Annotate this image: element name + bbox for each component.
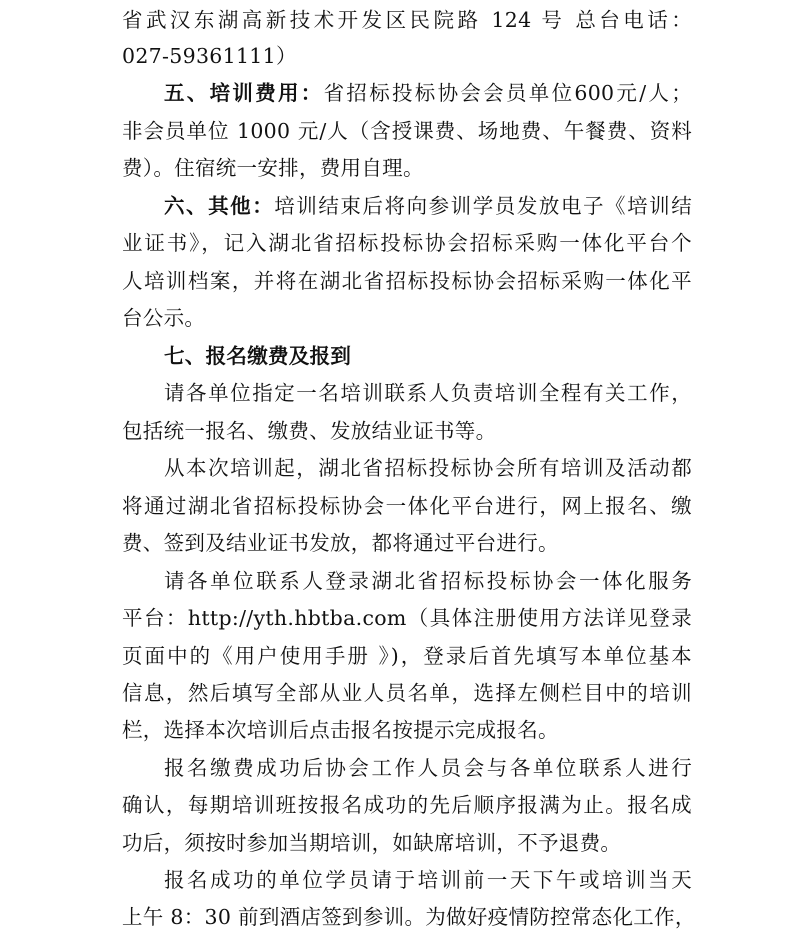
section-text: 培训结束后将向参训学员发放电子《培训结	[274, 194, 693, 218]
section-heading: 六、其他：	[164, 194, 275, 218]
text-line: 报名缴费成功后协会工作人员会与各单位联系人进行	[164, 756, 692, 780]
text-line: 报名成功的单位学员请于培训前一天下午或培训当天	[164, 868, 692, 892]
text-line: 确认，每期培训班按报名成功的先后顺序报满为止。报名成	[122, 793, 692, 817]
text-line: 栏，选择本次培训后点击报名按提示完成报名。	[122, 718, 559, 742]
section-six-line	[122, 188, 692, 225]
text-line: 从本次培训起，湖北省招标投标协会所有培训及活动都	[164, 456, 692, 480]
text-line: 非会员单位 1000 元/人（含授课费、场地费、午餐费、资料	[122, 119, 692, 143]
text-line: 请各单位指定一名培训联系人负责培训全程有关工作，	[164, 381, 692, 405]
section-text: 省招标投标协会会员单位600元/人；	[323, 81, 692, 105]
text-line: 业证书》，记入湖北省招标投标协会招标采购一体化平台个	[122, 231, 692, 255]
text-line: 费、签到及结业证书发放，都将通过平台进行。	[122, 531, 559, 555]
section-seven-line	[122, 338, 692, 375]
text-line: 027-59361111）	[122, 44, 297, 68]
text-line: 台公示。	[122, 306, 206, 330]
text-line: 将通过湖北省招标投标协会一体化平台进行，网上报名、缴	[122, 494, 692, 518]
section-five-line	[122, 75, 692, 112]
text-line: 请各单位联系人登录湖北省招标投标协会一体化服务	[164, 569, 692, 593]
section-heading: 七、报名缴费及报到	[164, 344, 352, 368]
text-line: 功后，须按时参加当期培训，如缺席培训，不予退费。	[122, 831, 622, 855]
text-line: 上午 8：30 前到酒店签到参训。为做好疫情防控常态化工作，	[122, 905, 696, 929]
text-line: 页面中的《用户使用手册 》)，登录后首先填写本单位基本	[122, 644, 692, 668]
text-line: 人培训档案，并将在湖北省招标投标协会招标采购一体化平	[122, 269, 692, 293]
text-line: 信息，然后填写全部从业人员名单，选择左侧栏目中的培训	[122, 681, 692, 705]
text-line: 包括统一报名、缴费、发放结业证书等。	[122, 419, 497, 443]
section-heading: 五、培训费用：	[164, 81, 324, 105]
text-line: 省武汉东湖高新技术开发区民院路 124 号 总台电话：	[122, 8, 692, 32]
text-line: 费）。住宿统一安排，费用自理。	[122, 156, 424, 180]
text-line-url: 平台：http://yth.hbtba.com（具体注册使用方法详见登录	[122, 606, 692, 630]
